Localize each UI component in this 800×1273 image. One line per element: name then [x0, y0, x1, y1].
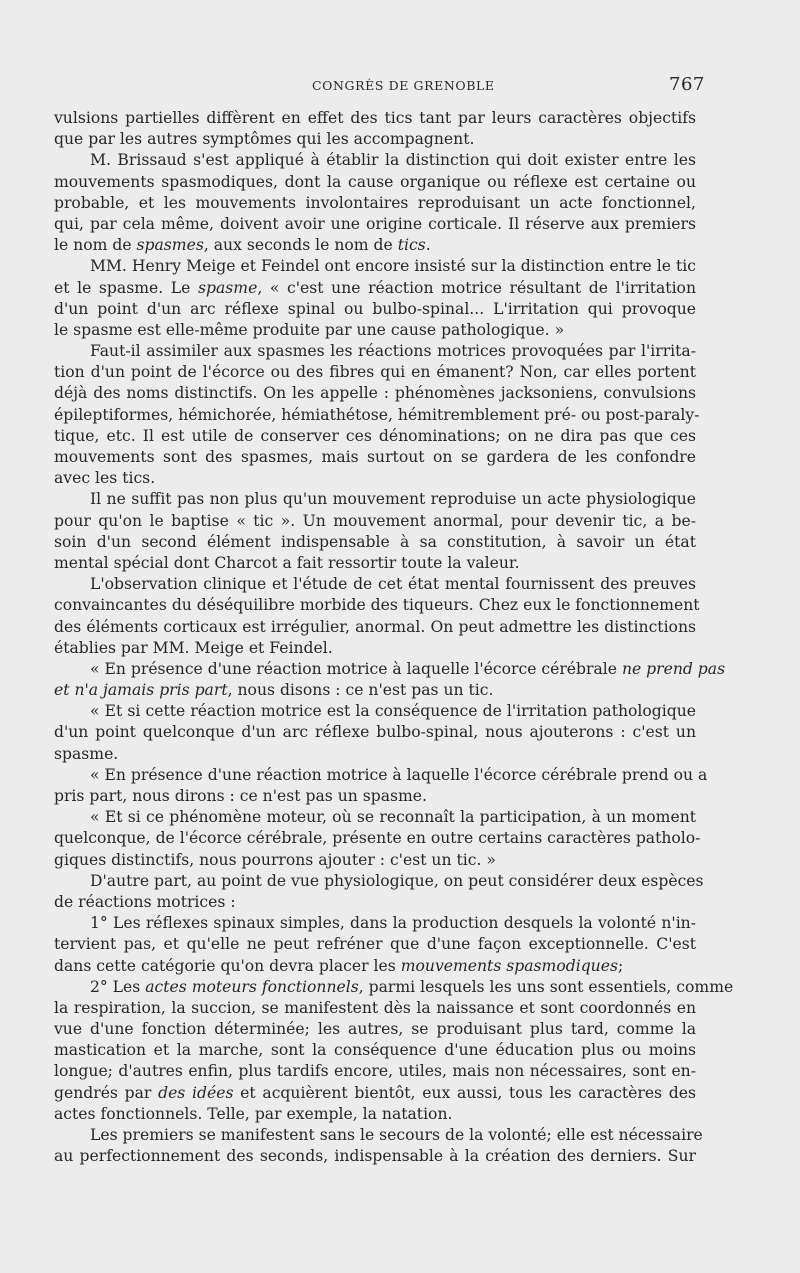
text-run: L'observation clinique et l'étude de cet état mental fournissent des preuves [90, 575, 696, 594]
text-line [54, 341, 696, 362]
body-text [54, 108, 734, 1167]
text-line [54, 595, 700, 616]
text-run: de réactions motrices : [54, 892, 236, 911]
text-line [54, 1061, 696, 1082]
text-run: , aux seconds le nom de [203, 236, 398, 255]
text-line [54, 722, 696, 743]
text-run: vue d'une fonction déterminée; les autres, se produisant plus tard, comme la [54, 1020, 696, 1039]
text-line [54, 1019, 696, 1040]
text-run: ; [617, 956, 624, 975]
text-run: établies par MM. Meige et Feindel. [54, 638, 333, 657]
text-run: « En présence d'une réaction motrice à laquelle l'écorce cérébrale [90, 659, 622, 678]
text-run: d'un point d'un arc réflexe spinal ou bulbo-spinal... L'irritation qui provoque [54, 299, 696, 318]
text-line [54, 489, 696, 510]
page-header [0, 74, 800, 98]
text-line [54, 1083, 696, 1104]
text-line [54, 892, 696, 913]
text-line [54, 108, 696, 129]
text-run: quelconque, de l'écorce cérébrale, présente en outre certains caractères patholo- [54, 829, 701, 848]
text-line [54, 362, 696, 383]
text-run: des éléments corticaux est irrégulier, anormal. On peut admettre les distinctions [54, 617, 696, 636]
text-run: et le spasme. Le [54, 278, 198, 297]
text-run: déjà des noms distinctifs. On les appelle : phénomènes jacksoniens, convulsions [54, 384, 696, 403]
text-run: mental spécial dont Charcot a fait ressortir toute la valeur. [54, 553, 520, 572]
text-run: Il ne suffit pas non plus qu'un mouvement reproduise un acte physiologique [90, 490, 696, 509]
text-run: , parmi lesquels les uns sont essentiels, comme [358, 977, 734, 996]
text-run: Faut-il assimiler aux spasmes les réactions motrices provoquées par l'irrita- [90, 342, 696, 361]
text-run: la respiration, la succion, se manifestent dès la naissance et sont coordonnés en [54, 998, 696, 1017]
text-line [54, 511, 696, 532]
text-line [54, 1146, 696, 1167]
text-line [54, 913, 696, 934]
text-line [54, 807, 696, 828]
text-run: au perfectionnement des seconds, indispensable à la création des derniers. Sur [54, 1147, 696, 1166]
text-line [54, 574, 696, 595]
text-line [54, 934, 696, 955]
text-line [54, 680, 696, 701]
text-run: spasme. [54, 744, 119, 763]
text-run: longue; d'autres enfin, plus tardifs encore, utiles, mais non nécessaires, sont en- [54, 1062, 696, 1081]
text-run: 2° Les [90, 977, 146, 996]
text-line [54, 299, 696, 320]
italic-phrase: spasme [198, 278, 258, 297]
text-line [54, 617, 696, 638]
text-line [54, 129, 696, 150]
italic-phrase: ne prend pas [621, 659, 726, 678]
text-line [54, 998, 696, 1019]
text-run: giques distinctifs, nous pourrons ajouter : c'est un tic. » [54, 850, 496, 869]
text-line [54, 405, 700, 426]
text-run: , nous disons : ce n'est pas un tic. [227, 681, 494, 700]
text-line [54, 659, 726, 680]
text-run: « Et si cette réaction motrice est la conséquence de l'irritation pathologique [90, 702, 696, 721]
text-run: le nom de [54, 236, 137, 255]
text-run: et acquièrent bientôt, eux aussi, tous les caractères des [233, 1083, 696, 1102]
text-line [54, 193, 696, 214]
text-run: que par les autres symptômes qui les accompagnent. [54, 130, 475, 149]
text-run: 1° Les réflexes spinaux simples, dans la production desquels la volonté n'in- [90, 914, 696, 933]
text-line [54, 447, 696, 468]
text-run: mouvements sont des spasmes, mais surtout on se gardera de les confondre [54, 448, 696, 466]
text-line [54, 1125, 703, 1146]
text-line [54, 638, 696, 659]
italic-phrase: tics [397, 236, 426, 255]
text-run: . [425, 236, 431, 255]
text-run: probable, et les mouvements involontaires reproduisant un acte fonctionnel, [54, 193, 696, 212]
text-line [54, 850, 696, 871]
italic-phrase: actes moteurs fonctionnels [145, 977, 359, 996]
text-run: « En présence d'une réaction motrice à laquelle l'écorce cérébrale prend ou a [90, 765, 708, 784]
text-line [54, 383, 696, 404]
text-run: le spasme est elle-même produite par une cause pathologique. » [54, 320, 565, 339]
italic-phrase: des idées [158, 1083, 234, 1102]
text-run: gendrés par [54, 1083, 159, 1102]
text-run: , « c'est une réaction motrice résultant de l'irritation [257, 278, 696, 297]
text-line [54, 172, 696, 193]
text-line [54, 426, 696, 447]
text-run: qui, par cela même, doivent avoir une origine corticale. Il réserve aux premiers [54, 214, 696, 233]
text-line [54, 1104, 696, 1125]
text-run: tique, etc. Il est utile de conserver ces dénominations; on ne dira pas que ces [54, 426, 696, 445]
text-run: dans cette catégorie qu'on devra placer les [54, 956, 401, 975]
text-line [54, 828, 701, 849]
text-line [54, 871, 704, 892]
text-line [54, 256, 696, 277]
text-line [54, 1040, 696, 1061]
text-run: soin d'un second élément indispensable à sa constitution, à savoir un état [54, 532, 696, 551]
text-run: pour qu'on le baptise « tic ». Un mouvement anormal, pour devenir tic, a be- [54, 511, 696, 530]
text-line [54, 468, 696, 489]
text-run: épileptiformes, hémichorée, hémiathétose, hémitremblement pré- ou post-paraly- [54, 405, 700, 424]
text-line [54, 320, 696, 341]
text-line [54, 278, 696, 299]
text-line [54, 150, 696, 171]
text-run: d'un point quelconque d'un arc réflexe bulbo-spinal, nous ajouterons : c'est un [54, 723, 696, 742]
text-run: « Et si ce phénomène moteur, où se reconnaît la participation, à un moment [90, 808, 696, 827]
text-line [54, 765, 708, 786]
text-run: tion d'un point de l'écorce ou des fibres qui en émanent? Non, car elles portent [54, 363, 696, 382]
text-run: mouvements spasmodiques, dont la cause organique ou réflexe est certaine ou [54, 172, 696, 191]
italic-phrase: spasmes [136, 236, 204, 255]
text-line [54, 744, 696, 765]
text-run: convaincantes du déséquilibre morbide des tiqueurs. Chez eux le fonctionnement [54, 596, 700, 615]
text-run: mastication et la marche, sont la conséquence d'une éducation plus ou moins [54, 1041, 696, 1060]
text-line [54, 235, 696, 256]
text-run: avec les tics. [54, 469, 156, 488]
italic-phrase: et n'a jamais pris part [54, 681, 228, 700]
text-line [54, 553, 696, 574]
text-run: M. Brissaud s'est appliqué à établir la distinction qui doit exister entre les [90, 151, 696, 170]
text-line [54, 214, 696, 235]
text-line [54, 956, 696, 977]
italic-phrase: mouvements spasmodiques [400, 956, 618, 975]
text-run: actes fonctionnels. Telle, par exemple, la natation. [54, 1104, 453, 1123]
text-line [54, 701, 696, 722]
running-title: CONGRÈS DE GRENOBLE [312, 78, 495, 93]
text-run: pris part, nous dirons : ce n'est pas un spasme. [54, 787, 427, 805]
text-run: vulsions partielles diffèrent en effet des tics tant par leurs caractères objectifs [54, 109, 696, 127]
text-run: Les premiers se manifestent sans le secours de la volonté; elle est nécessaire [90, 1126, 703, 1144]
text-run: tervient pas, et qu'elle ne peut refréner que d'une façon exceptionnelle. C'est [54, 935, 696, 954]
text-line [54, 786, 696, 807]
text-line [54, 977, 734, 998]
page-number: 767 [669, 74, 705, 95]
text-line [54, 532, 696, 553]
text-run: MM. Henry Meige et Feindel ont encore insisté sur la distinction entre le tic [90, 257, 696, 276]
text-run: D'autre part, au point de vue physiologique, on peut considérer deux espèces [90, 871, 704, 890]
